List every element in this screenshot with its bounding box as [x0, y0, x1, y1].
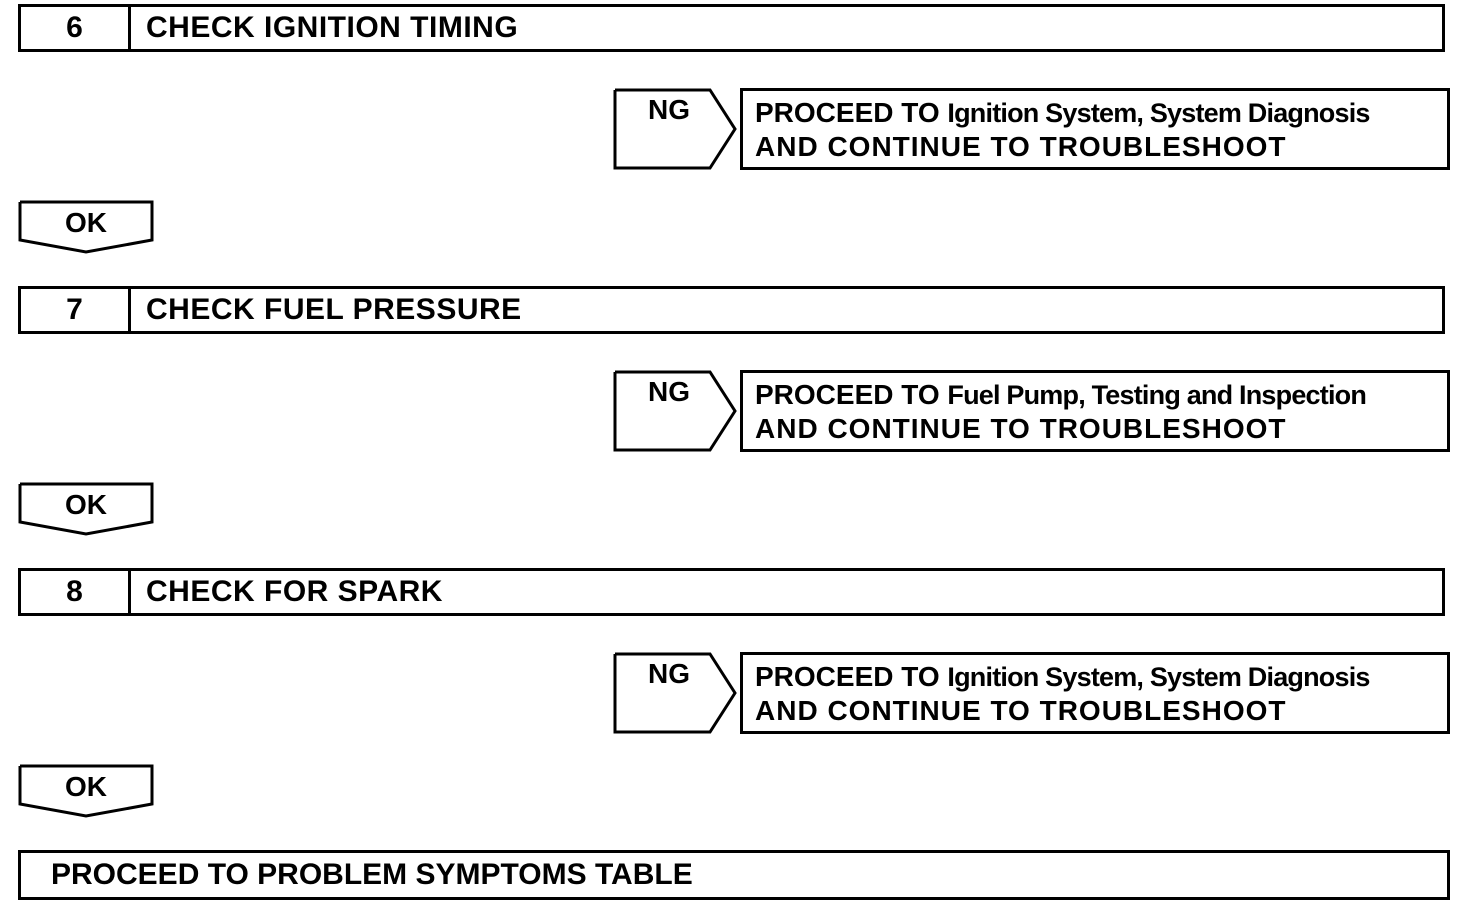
proceed-line — [755, 379, 1366, 411]
ok-arrow-step-7 — [18, 482, 158, 538]
proceed-prefix: PROCEED TO — [755, 97, 940, 128]
ok-arrow-step-8 — [18, 764, 158, 820]
proceed-reference: Ignition System, System Diagnosis — [947, 662, 1370, 692]
ng-action-step-8 — [740, 652, 1450, 734]
proceed-prefix: PROCEED TO — [755, 661, 940, 692]
proceed-line — [755, 661, 1370, 693]
ng-arrow-step-8 — [613, 652, 738, 736]
step-title: CHECK FUEL PRESSURE — [146, 293, 522, 326]
final-action-text: PROCEED TO PROBLEM SYMPTOMS TABLE — [51, 858, 693, 891]
ng-arrow-step-6 — [613, 88, 738, 172]
ng-label: NG — [648, 658, 690, 689]
continue-line: AND CONTINUE TO TROUBLESHOOT — [755, 131, 1287, 162]
proceed-reference: Fuel Pump, Testing and Inspection — [947, 380, 1367, 410]
ok-label: OK — [65, 771, 107, 802]
ok-arrow-step-6 — [18, 200, 158, 256]
step-number: 7 — [21, 289, 131, 331]
ng-action-step-7 — [740, 370, 1450, 452]
ng-action-step-6 — [740, 88, 1450, 170]
proceed-prefix: PROCEED TO — [755, 379, 940, 410]
proceed-line — [755, 97, 1370, 129]
ng-label: NG — [648, 94, 690, 125]
step-6-box — [18, 4, 1445, 52]
ok-label: OK — [65, 489, 107, 520]
ok-label: OK — [65, 207, 107, 238]
step-8-box — [18, 568, 1445, 616]
step-title: CHECK FOR SPARK — [146, 575, 443, 608]
step-number: 8 — [21, 571, 131, 613]
continue-line: AND CONTINUE TO TROUBLESHOOT — [755, 695, 1287, 726]
step-7-box — [18, 286, 1445, 334]
step-number: 6 — [21, 7, 131, 49]
step-title: CHECK IGNITION TIMING — [146, 11, 519, 44]
ng-label: NG — [648, 376, 690, 407]
continue-line: AND CONTINUE TO TROUBLESHOOT — [755, 413, 1287, 444]
proceed-reference: Ignition System, System Diagnosis — [947, 98, 1370, 128]
final-action-box — [18, 850, 1450, 900]
ng-arrow-step-7 — [613, 370, 738, 454]
